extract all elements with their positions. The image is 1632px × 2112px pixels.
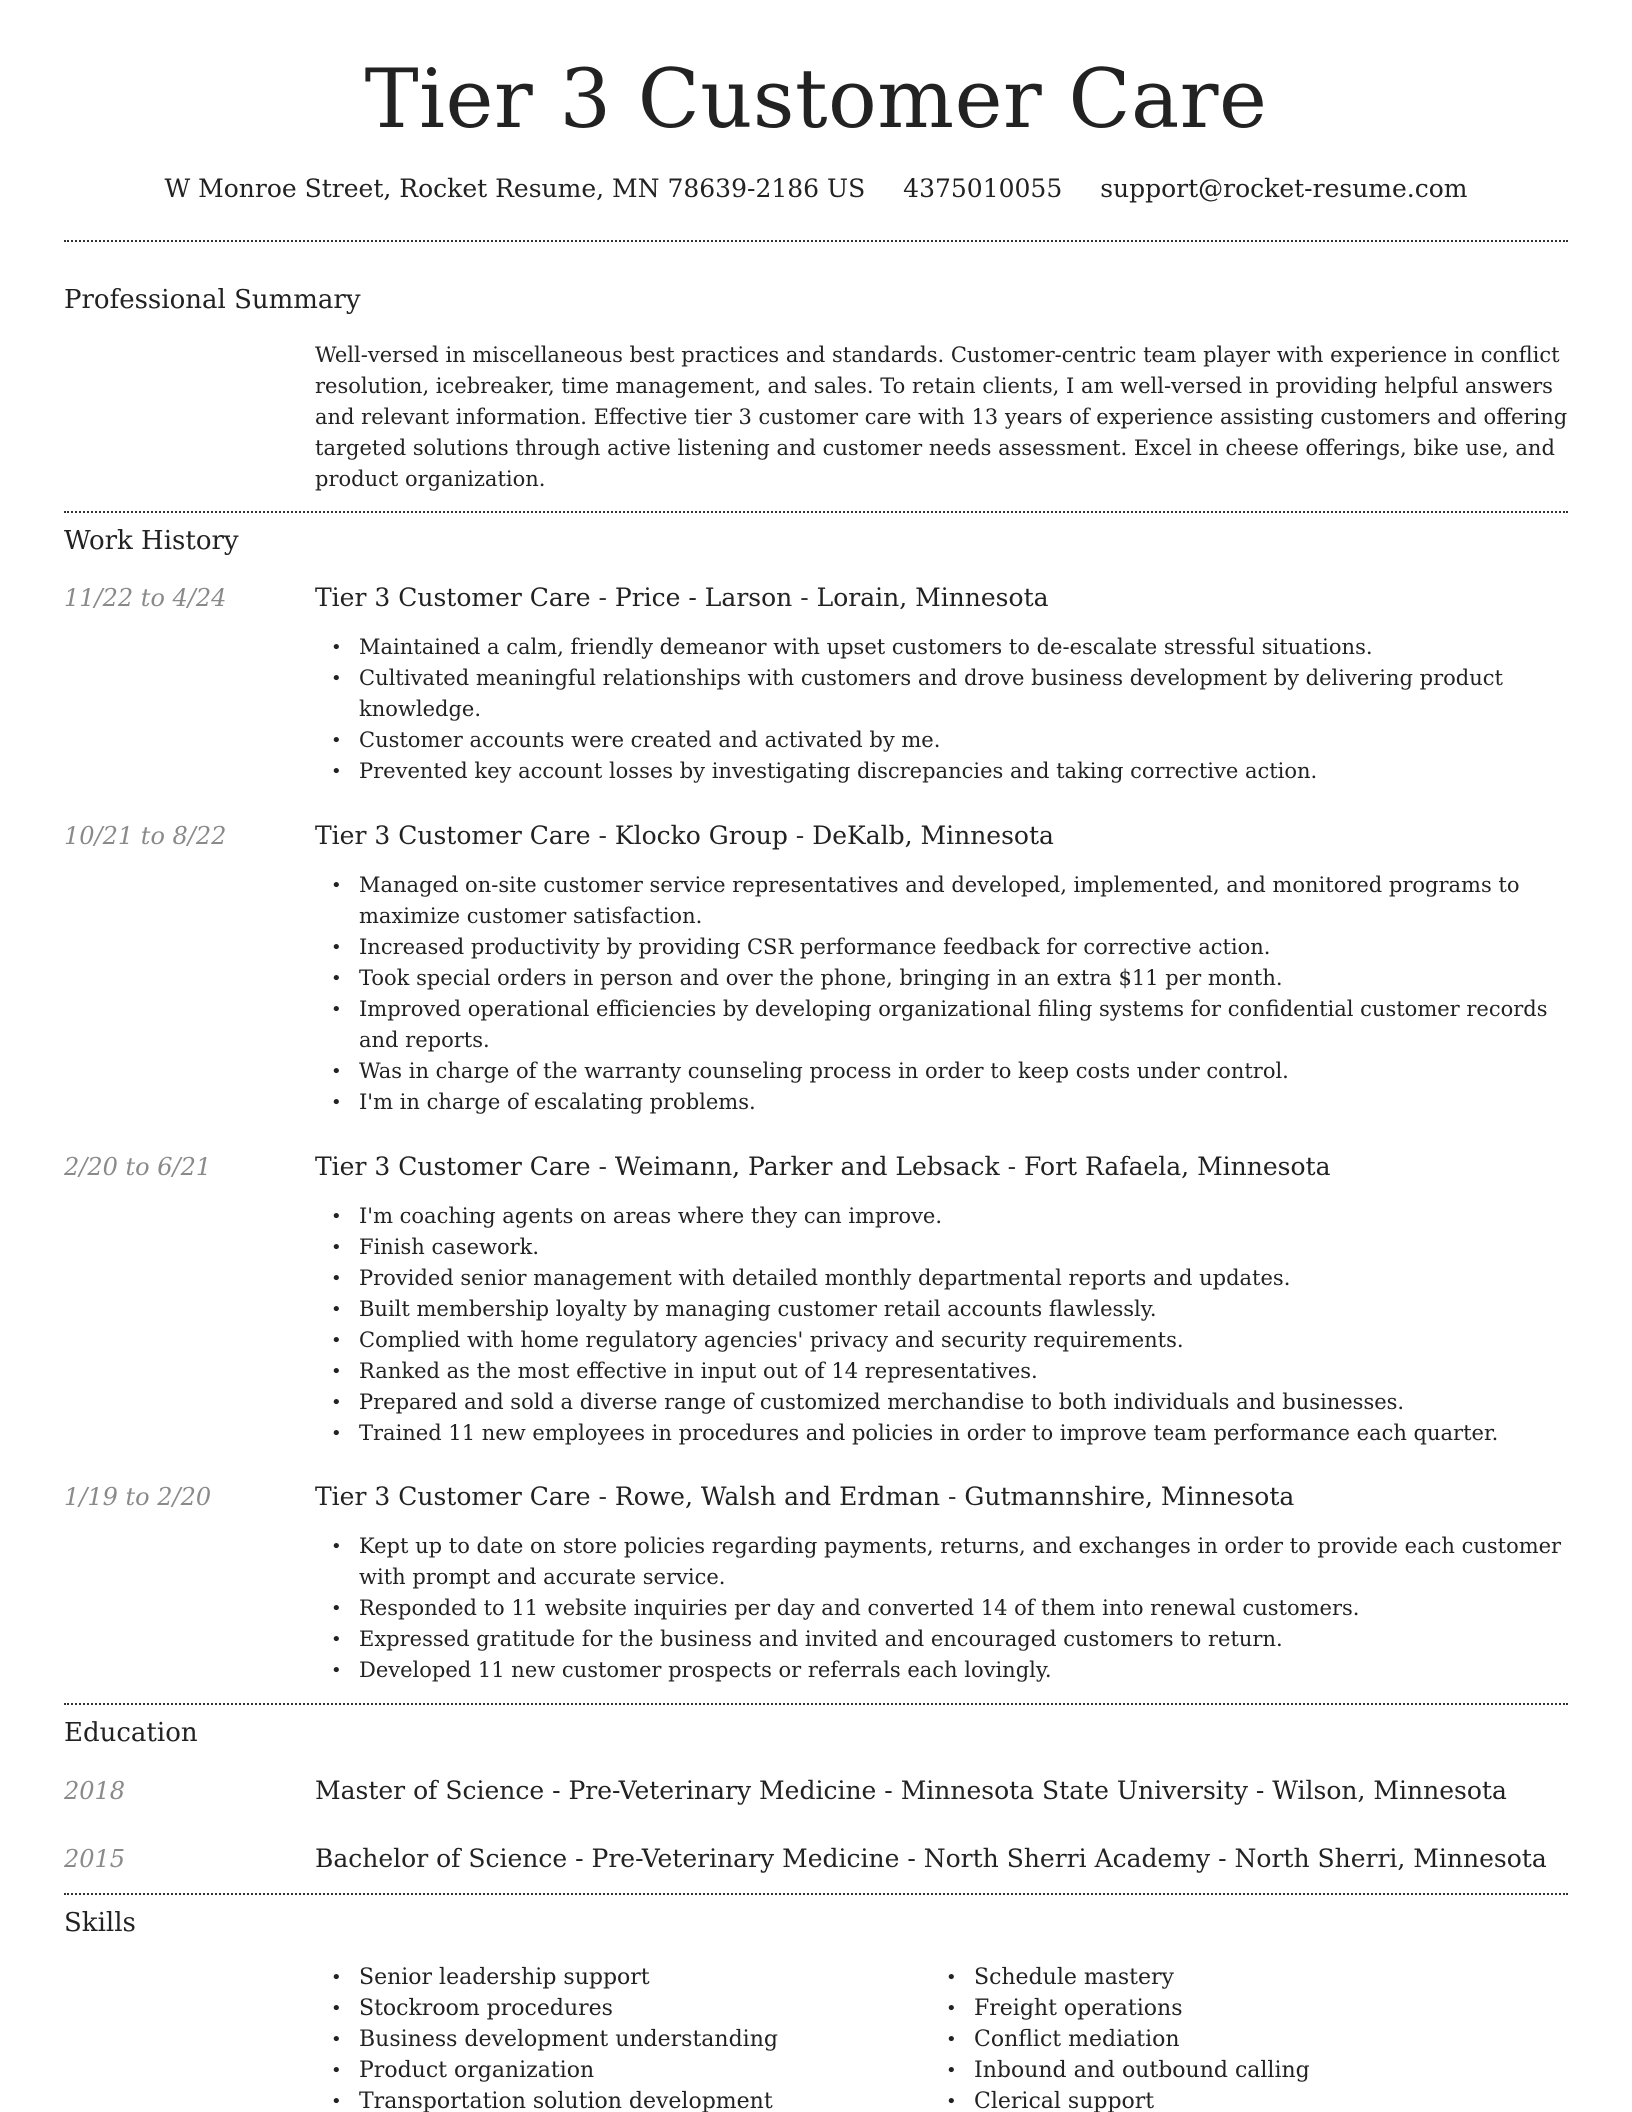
list-item: • Customer accounts were created and activated by me. xyxy=(315,725,1568,756)
work-history-heading: Work History xyxy=(64,526,239,556)
resume-name: Tier 3 Customer Care xyxy=(364,53,1268,147)
education-school: North Sherri Academy xyxy=(923,1844,1211,1873)
skill-item: • Inbound and outbound calling xyxy=(930,2055,1490,2086)
education-year: 2015 xyxy=(64,1845,126,1873)
list-item: • Improved operational efficiencies by developing organizational filing systems for confidential customer records and reports. xyxy=(315,994,1568,1056)
skills-heading: Skills xyxy=(64,1908,136,1938)
education-location: North Sherri, Minnesota xyxy=(1234,1844,1547,1873)
list-item: • Prevented key account losses by investigating discrepancies and taking corrective action. xyxy=(315,756,1568,787)
divider xyxy=(64,240,1568,242)
contact-address: W Monroe Street, Rocket Resume, MN 78639-2186 US xyxy=(164,174,866,203)
divider xyxy=(64,511,1568,513)
list-item: • Ranked as the most effective in input out of 14 representatives. xyxy=(315,1356,1568,1387)
divider xyxy=(64,1893,1568,1895)
job-dates: 1/19 to 2/20 xyxy=(64,1483,212,1511)
education-heading: Education xyxy=(64,1718,198,1748)
list-item: • Took special orders in person and over the phone, bringing in an extra $11 per month. xyxy=(315,963,1568,994)
contact-email: support@rocket-resume.com xyxy=(1100,174,1468,203)
list-item: • Expressed gratitude for the business and invited and encouraged customers to return. xyxy=(315,1624,1568,1655)
job-dates: 2/20 to 6/21 xyxy=(64,1153,212,1181)
list-item: • Provided senior management with detailed monthly departmental reports and updates. xyxy=(315,1263,1568,1294)
list-item: • Kept up to date on store policies regarding payments, returns, and exchanges in order to provide each customer with prompt and accurate service. xyxy=(315,1531,1568,1593)
education-entry: Bachelor of Science - Pre-Veterinary Medicine - North Sherri Academy - North Sherri, Minnesota xyxy=(315,1844,1547,1873)
skill-item: • Freight operations xyxy=(930,1993,1490,2024)
job-location: Fort Rafaela, Minnesota xyxy=(1024,1152,1331,1181)
job-location: DeKalb, Minnesota xyxy=(812,821,1054,850)
summary-heading: Professional Summary xyxy=(64,285,361,315)
education-entry: Master of Science - Pre-Veterinary Medicine - Minnesota State University - Wilson, Minnesota xyxy=(315,1776,1507,1805)
list-item: • Maintained a calm, friendly demeanor with upset customers to de-escalate stressful situations. xyxy=(315,632,1568,663)
skill-item: • Transportation solution development xyxy=(315,2086,875,2112)
skill-item: • Schedule mastery xyxy=(930,1962,1490,1993)
skills-list-right xyxy=(930,1962,1490,2112)
list-item: • Developed 11 new customer prospects or referrals each lovingly. xyxy=(315,1655,1568,1686)
list-item: • Finish casework. xyxy=(315,1232,1568,1263)
job-bullets xyxy=(315,1531,1568,1686)
skills-list-left xyxy=(315,1962,875,2112)
education-degree: Master of Science xyxy=(315,1776,545,1805)
job-bullets xyxy=(315,1201,1568,1449)
education-degree: Bachelor of Science xyxy=(315,1844,568,1873)
list-item: • Was in charge of the warranty counseling process in order to keep costs under control. xyxy=(315,1056,1568,1087)
job-title: Tier 3 Customer Care - Klocko Group - DeKalb, Minnesota xyxy=(315,821,1054,850)
job-company: Klocko Group xyxy=(614,821,788,850)
job-title: Tier 3 Customer Care - Weimann, Parker and Lebsack - Fort Rafaela, Minnesota xyxy=(315,1152,1331,1181)
divider xyxy=(64,1703,1568,1705)
education-field: Pre-Veterinary Medicine xyxy=(568,1776,877,1805)
skill-item: • Clerical support xyxy=(930,2086,1490,2112)
job-role: Tier 3 Customer Care xyxy=(315,1152,591,1181)
job-dates: 10/21 to 8/22 xyxy=(64,822,227,850)
list-item: • I'm coaching agents on areas where they can improve. xyxy=(315,1201,1568,1232)
list-item: • Cultivated meaningful relationships with customers and drove business development by delivering product knowledge. xyxy=(315,663,1568,725)
job-role: Tier 3 Customer Care xyxy=(315,1482,591,1511)
job-location: Gutmannshire, Minnesota xyxy=(964,1482,1295,1511)
skill-item: • Business development understanding xyxy=(315,2024,875,2055)
skill-item: • Product organization xyxy=(315,2055,875,2086)
list-item: • Built membership loyalty by managing customer retail accounts flawlessly. xyxy=(315,1294,1568,1325)
list-item: • Prepared and sold a diverse range of customized merchandise to both individuals and businesses. xyxy=(315,1387,1568,1418)
education-school: Minnesota State University xyxy=(900,1776,1248,1805)
summary-text: Well-versed in miscellaneous best practices and standards. Customer-centric team player with experience in conflict resolution, icebreaker, time management, and sales. To retain clients, I am well-versed in providing helpful answers and relevant information. Effective tier 3 customer care with 13 years of experience assisting customers and offering targeted solutions through active listening and customer needs assessment. Excel in cheese offerings, bike use, and product organization. xyxy=(315,343,1568,491)
job-dates: 11/22 to 4/24 xyxy=(64,584,227,612)
education-location: Wilson, Minnesota xyxy=(1272,1776,1507,1805)
job-bullets xyxy=(315,632,1568,787)
education-year: 2018 xyxy=(64,1777,126,1805)
skill-item: • Stockroom procedures xyxy=(315,1993,875,2024)
list-item: • Increased productivity by providing CSR performance feedback for corrective action. xyxy=(315,932,1568,963)
job-company: Weimann, Parker and Lebsack xyxy=(614,1152,1000,1181)
job-title: Tier 3 Customer Care - Price - Larson - Lorain, Minnesota xyxy=(315,583,1049,612)
list-item: • Trained 11 new employees in procedures and policies in order to improve team performance each quarter. xyxy=(315,1418,1568,1449)
contact-phone: 4375010055 xyxy=(903,174,1063,203)
list-item: • Managed on-site customer service representatives and developed, implemented, and monitored programs to maximize customer satisfaction. xyxy=(315,870,1568,932)
job-bullets xyxy=(315,870,1568,1118)
contact-line xyxy=(0,172,1632,206)
job-company: Rowe, Walsh and Erdman xyxy=(614,1482,941,1511)
skill-item: • Conflict mediation xyxy=(930,2024,1490,2055)
list-item: • I'm in charge of escalating problems. xyxy=(315,1087,1568,1118)
job-title: Tier 3 Customer Care - Rowe, Walsh and Erdman - Gutmannshire, Minnesota xyxy=(315,1482,1295,1511)
job-role: Tier 3 Customer Care xyxy=(315,821,591,850)
education-field: Pre-Veterinary Medicine xyxy=(591,1844,900,1873)
job-role: Tier 3 Customer Care xyxy=(315,583,591,612)
skill-item: • Senior leadership support xyxy=(315,1962,875,1993)
job-location: Lorain, Minnesota xyxy=(816,583,1049,612)
list-item: • Complied with home regulatory agencies' privacy and security requirements. xyxy=(315,1325,1568,1356)
list-item: • Responded to 11 website inquiries per day and converted 14 of them into renewal customers. xyxy=(315,1593,1568,1624)
job-company: Price - Larson xyxy=(614,583,793,612)
